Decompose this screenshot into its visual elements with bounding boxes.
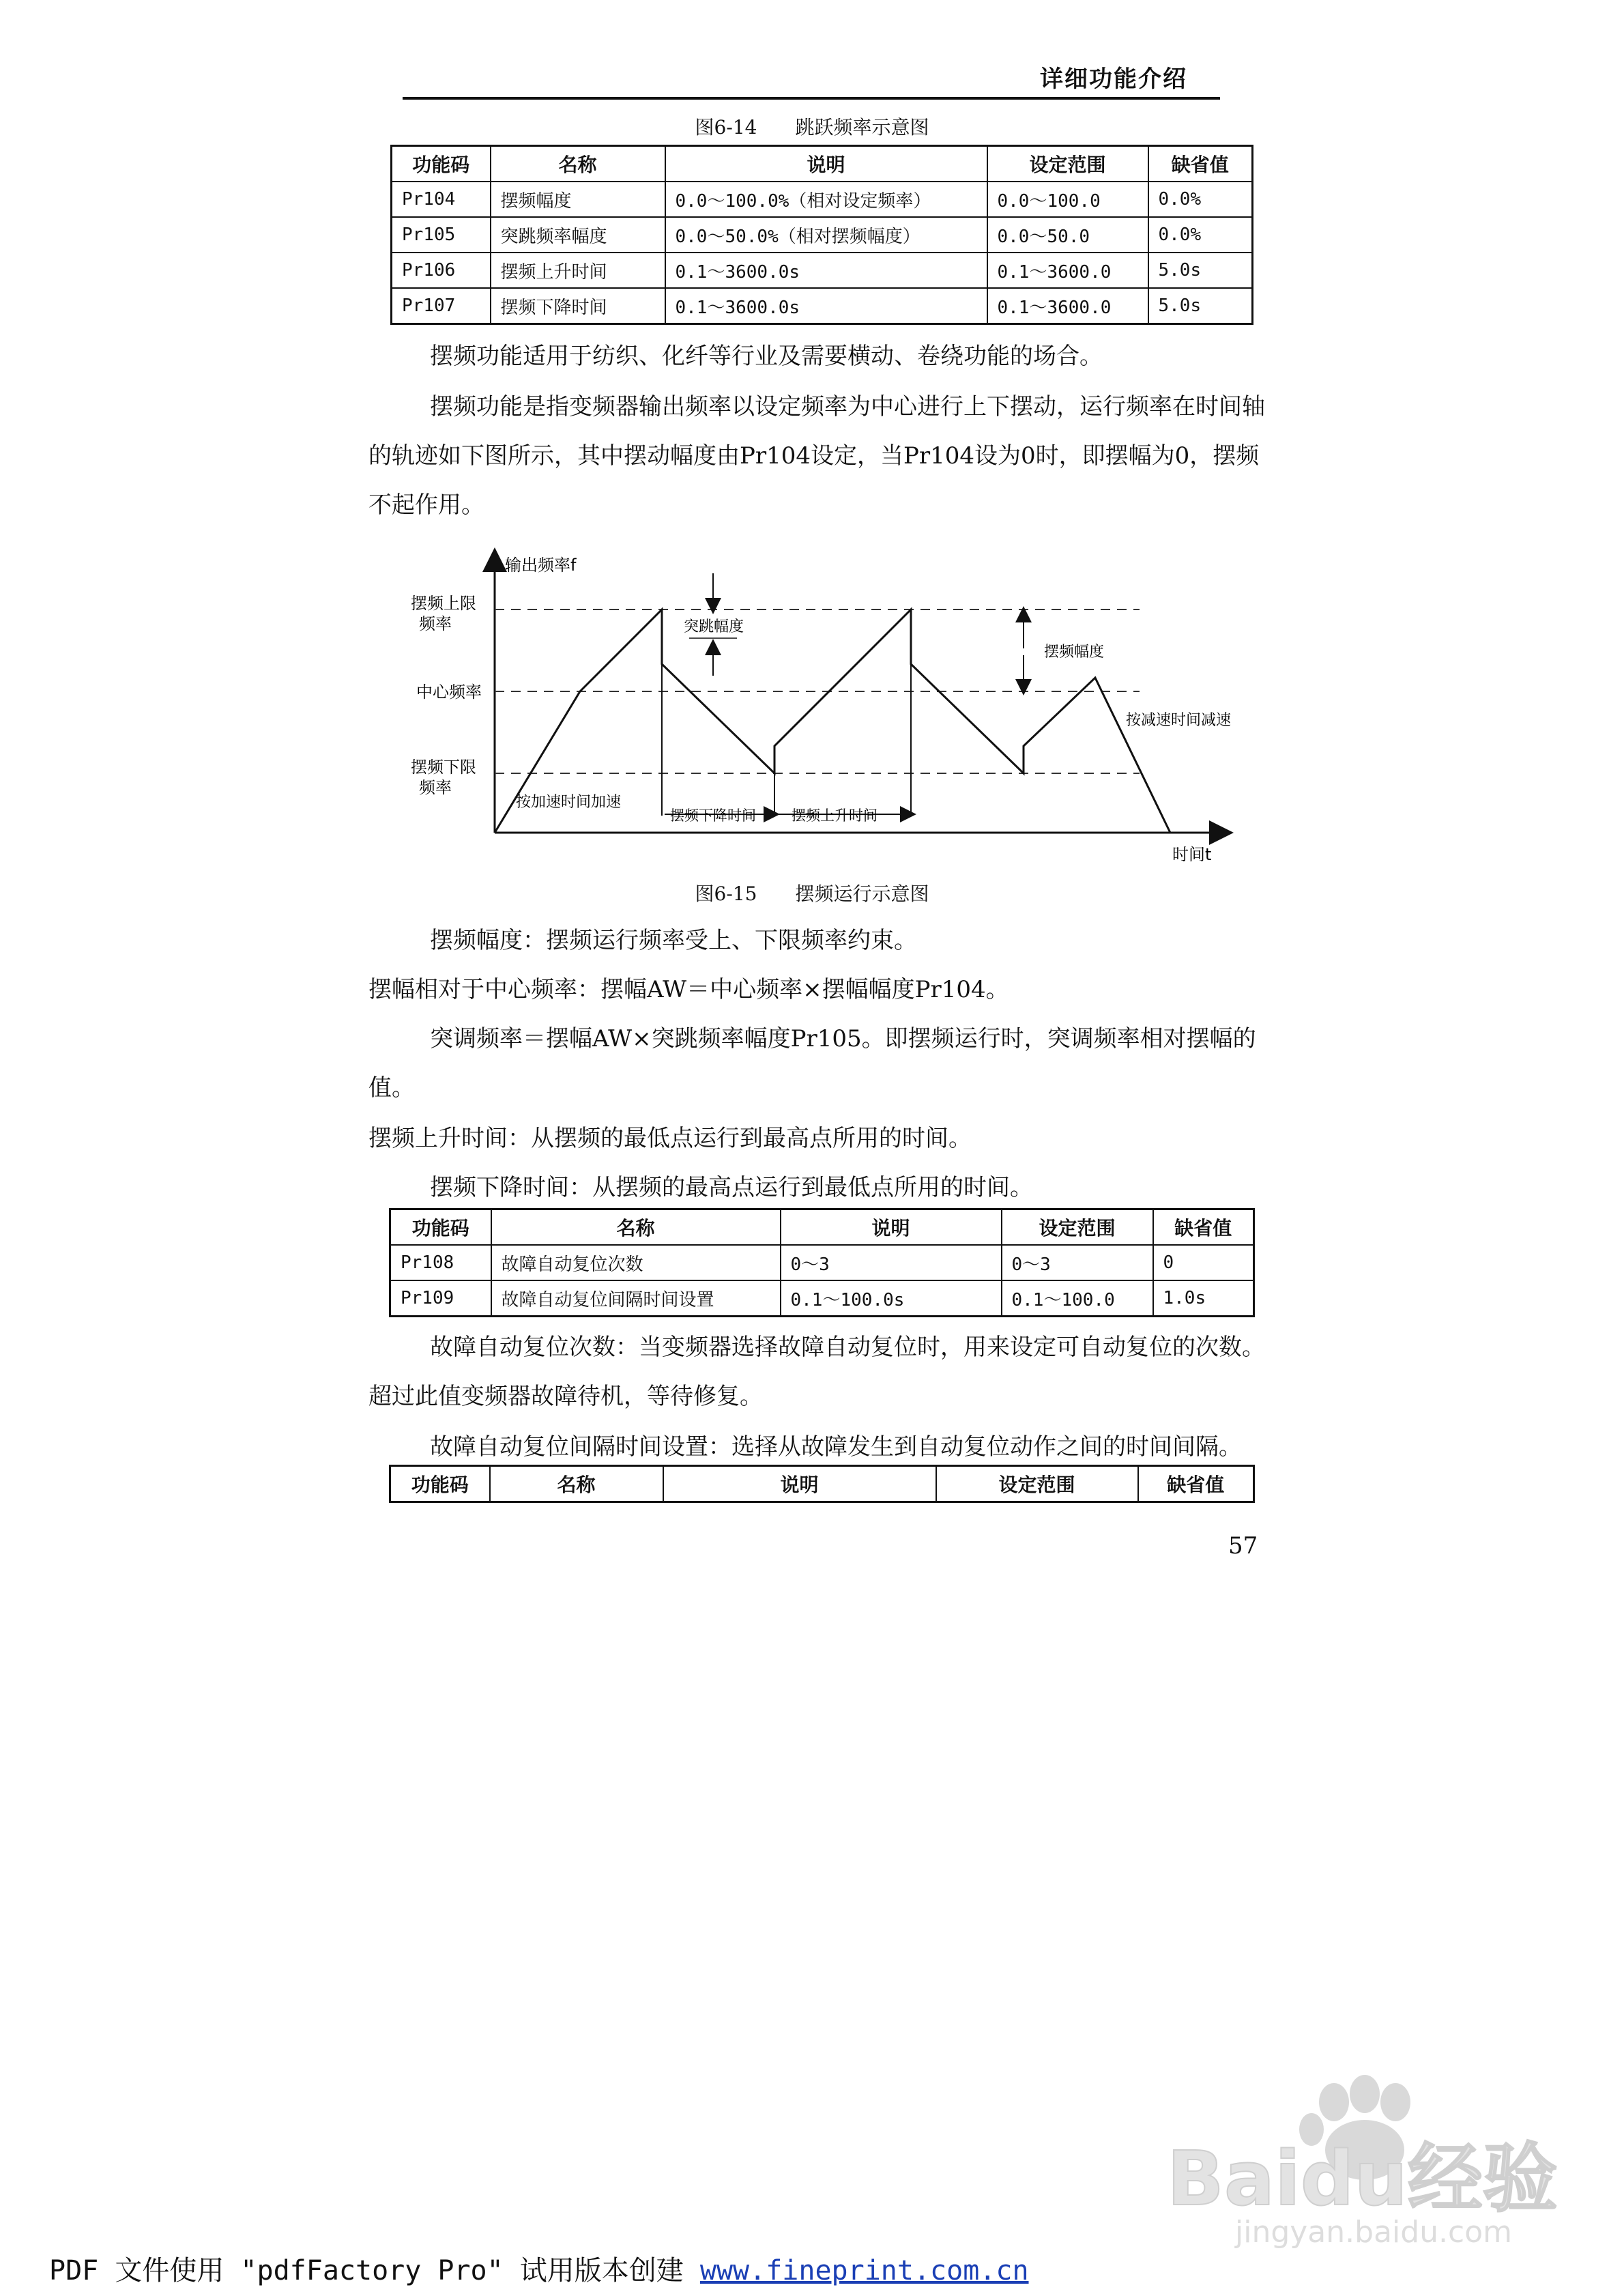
upper-limit-label: 摆频上限 [411,594,476,613]
figure-15-caption: 图6-15 摆频运行示意图 [695,882,929,905]
header-cell: 名称 [490,1466,663,1502]
table-cell: Pr108 [390,1245,491,1280]
table-header-row [392,146,1253,182]
param-table-1 [390,145,1253,325]
figure-14-caption: 图6-14 跳跃频率示意图 [695,116,929,139]
table-cell: Pr105 [392,217,491,253]
table-cell: 摆频幅度 [491,182,665,217]
page-number: 57 [1228,1532,1258,1560]
paragraph: 突调频率＝摆幅AW×突跳频率幅度Pr105。即摆频运行时，突调频率相对摆幅的值。 [368,1025,1256,1102]
table-cell: 0.1～3600.0 [987,253,1148,288]
paragraph: 摆频幅度：摆频运行频率受上、下限频率约束。 [430,927,917,954]
table-row [392,182,1253,217]
header-cell: 设定范围 [1002,1209,1153,1246]
header-cell: 名称 [491,1209,781,1246]
header-rule [403,97,1220,100]
table-cell: Pr107 [392,288,491,324]
table-cell: 0.1～3600.0 [987,288,1148,324]
table-cell: 0.0～100.0%（相对设定频率） [665,182,987,217]
table-header-row [390,1209,1254,1246]
table-cell: 摆频上升时间 [491,253,665,288]
watermark-brand: Baidu经验 [1167,2135,1558,2222]
table-header-row [390,1466,1254,1502]
table-cell: Pr109 [390,1280,491,1317]
swing-amplitude-label: 摆频幅度 [1044,644,1105,661]
y-axis-label: 输出频率f [505,556,577,575]
table-cell: 1.0s [1153,1280,1254,1317]
jump-amplitude-label: 突跳幅度 [684,618,744,635]
footer-text: PDF 文件使用 "pdfFactory Pro" 试用版本创建 [49,2255,700,2286]
paragraph: 摆幅相对于中心频率：摆幅AW＝中心频率×摆幅幅度Pr104。 [368,976,1009,1003]
header-cell: 功能码 [390,1209,491,1246]
param-table-3 [389,1465,1255,1503]
paragraph: 摆频功能适用于纺织、化纤等行业及需要横动、卷绕功能的场合。 [430,343,1103,370]
pdf-footer [49,2249,1029,2288]
param-table-2 [389,1208,1255,1317]
paragraph: 故障自动复位间隔时间设置：选择从故障发生到自动复位动作之间的时间间隔。 [430,1433,1242,1461]
chapter-title: 详细功能介绍 [1040,66,1187,93]
table-cell: 0～3 [781,1245,1002,1280]
table-cell: 5.0s [1148,288,1253,324]
table-cell: 0.0～50.0 [987,217,1148,253]
table-cell: 0～3 [1002,1245,1153,1280]
watermark-url: jingyan.baidu.com [1235,2215,1513,2250]
table-cell: 0.0% [1148,182,1253,217]
x-axis-label: 时间t [1172,845,1212,864]
header-cell: 缺省值 [1138,1466,1254,1502]
upper-limit-label: 频率 [419,614,452,633]
table-cell: 0.1～100.0s [781,1280,1002,1317]
header-cell: 说明 [663,1466,936,1502]
header-cell: 设定范围 [936,1466,1138,1502]
table-cell: 5.0s [1148,253,1253,288]
table-cell: 摆频下降时间 [491,288,665,324]
paragraph: 摆频功能是指变频器输出频率以设定频率为中心进行上下摆动，运行频率在时间轴的轨迹如下图所示，其中摆动幅度由Pr104设定，当Pr104设为0时，即摆幅为0，摆频不起作用。 [368,393,1265,519]
table-cell: 故障自动复位次数 [491,1245,781,1280]
header-cell: 功能码 [392,146,491,182]
table-cell: 0.0～100.0 [987,182,1148,217]
center-frequency-label: 中心频率 [416,683,482,702]
table-cell: 0.0～50.0%（相对摆频幅度） [665,217,987,253]
rise-time-label: 摆频上升时间 [792,807,878,824]
table-row [392,288,1253,324]
paragraph: 故障自动复位次数：当变频器选择故障自动复位时，用来设定可自动复位的次数。超过此值变频器故障待机，等待修复。 [368,1334,1265,1410]
fall-time-label: 摆频下降时间 [670,807,756,824]
table-cell: Pr104 [392,182,491,217]
table-cell: 0.1～3600.0s [665,253,987,288]
footer-link[interactable]: www.fineprint.com.cn [699,2255,1029,2286]
paragraph: 摆频下降时间：从摆频的最高点运行到最低点所用的时间。 [430,1174,1033,1201]
paragraph: 摆频上升时间：从摆频的最低点运行到最高点所用的时间。 [368,1125,972,1152]
table-cell: 0.1～100.0 [1002,1280,1153,1317]
table-cell: 0 [1153,1245,1254,1280]
table-row [392,217,1253,253]
header-cell: 说明 [781,1209,1002,1246]
baidu-watermark-logo [1160,2075,1597,2252]
table-row [390,1280,1254,1317]
table-row [392,253,1253,288]
decel-label: 按减速时间减速 [1126,712,1232,729]
header-cell: 名称 [491,146,665,182]
header-cell: 说明 [665,146,987,182]
swing-frequency-diagram [389,546,1242,880]
header-cell: 缺省值 [1153,1209,1254,1246]
header-cell: 设定范围 [987,146,1148,182]
table-cell: 0.0% [1148,217,1253,253]
header-cell: 缺省值 [1148,146,1253,182]
table-cell: 突跳频率幅度 [491,217,665,253]
header-cell: 功能码 [390,1466,490,1502]
table-cell: 0.1～3600.0s [665,288,987,324]
accel-label: 按加速时间加速 [516,794,622,811]
lower-limit-label: 频率 [419,778,452,797]
table-row [390,1245,1254,1280]
lower-limit-label: 摆频下限 [411,758,476,777]
table-cell: Pr106 [392,253,491,288]
table-cell: 故障自动复位间隔时间设置 [491,1280,781,1317]
